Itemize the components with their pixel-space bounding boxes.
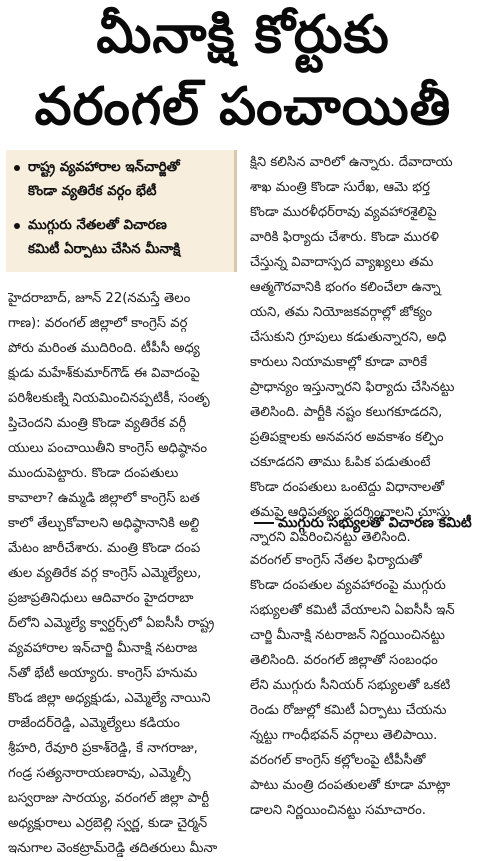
article-line: ద్‌లోని ఎమ్మెల్యే క్వార్టర్స్‌లో ఏఐసీసీ రాష్ట్ర bbox=[8, 616, 215, 631]
article-line: శాఖ మంత్రి కొండా సురేఖ, ఆమె భర్త bbox=[250, 180, 430, 195]
article-line: పాటు మంత్రి దంపతులతో కూడా మాట్లా bbox=[250, 778, 451, 793]
highlight-item bbox=[14, 156, 230, 204]
article-line: కొండ జిల్లా అధ్యక్షుడు, ఎమ్మెల్యే నాయిని bbox=[8, 691, 211, 706]
article-line: ప్రజాప్రతినిధులు ఆదివారం హైదరాబా bbox=[8, 591, 194, 606]
article-line: ప్రాధాన్యం ఇస్తున్నారని ఫిర్యాదు చేసినట్టు bbox=[250, 380, 455, 395]
article-line: తెలిసింది. పార్టీకి నష్టం కలుగకూడదని, bbox=[250, 405, 443, 420]
subhead-text: ముగ్గురు సభ్యులతో విచారణ కమిటీ bbox=[278, 515, 472, 531]
headline-line-2: వరంగల్ పంచాయితీ bbox=[34, 77, 452, 137]
article-line: కొండా మురళీధర్‌రావు వ్యవహారశైలిపై bbox=[250, 205, 437, 220]
highlight-item bbox=[14, 214, 230, 262]
article-line: చకూడదని తాము ఓపిక పడుతుంటే bbox=[250, 455, 431, 470]
article-line: లేని ముగ్గురు సీనియర్ సభ్యులతో ఒకటి bbox=[250, 678, 451, 693]
article-line: కాలో తేల్చుకోవాలని అధిష్ఠానానికి అల్టి bbox=[8, 516, 200, 531]
article-line: చేస్తున్న వివాదాస్పద వ్యాఖ్యలు తమ bbox=[250, 255, 434, 270]
article-line: పోరు మరింత ముదిరింది. టీపీసీ అధ్య bbox=[8, 341, 200, 356]
article-column-left bbox=[8, 286, 240, 861]
headline-line-1: మీనాక్షి కోర్టుకు bbox=[96, 5, 390, 65]
article-subheading bbox=[254, 515, 480, 534]
article-column-right-top bbox=[250, 150, 480, 550]
article-line: కొండా దంపతులు ఒంటెద్దు విధానాలతో bbox=[250, 480, 445, 495]
article-line: వరంగల్ కాంగ్రెస్ నేతల ఫిర్యాదుతో bbox=[250, 553, 422, 568]
article-line: చార్జి మీనాక్షి నటరాజన్ నిర్ణయించినట్టు bbox=[250, 628, 445, 643]
article-line: మేటం జారీచేశారు. మంత్రి కొండా దంప bbox=[8, 541, 201, 556]
article-line: చేసుకుని గ్రూపులు కడుతున్నారని, అధి bbox=[250, 330, 447, 345]
article-line: క్షిని కలిసిన వారిలో ఉన్నారు. దేవాదాయ bbox=[250, 155, 453, 170]
article-line: తుల వ్యతిరేక వర్గ కాంగ్రెస్ ఎమ్మెల్యేలు, bbox=[8, 566, 202, 581]
article-line: గండ్ర సత్యనారాయణరావు, ఎమ్మెల్సీ bbox=[8, 766, 191, 781]
article-line: అధ్యక్షురాలు ఎర్రబెల్లి స్వర్ణ, కుడా చైర్మన్ bbox=[8, 816, 208, 831]
article-line: న్నారని వివరించినట్టు తెలిసింది. bbox=[250, 530, 411, 545]
article-line: బస్వరాజు సారయ్య, వరంగల్ జిల్లా పార్టీ bbox=[8, 791, 210, 806]
article-line: క్షుడు మహేశ్‌కుమార్‌గౌడ్ ఈ వివాదంపై bbox=[8, 366, 200, 381]
article-line: ఆత్మగౌరవానికి భంగం కలించేలా ఉన్నా bbox=[250, 280, 441, 295]
article-line: కొండా దంపతుల వ్యవహారంపై ముగ్గురు bbox=[250, 578, 446, 593]
article-column-right-bottom bbox=[250, 548, 480, 823]
article-line: తెలిసింది. వరంగల్ జిల్లాతో సంబంధం bbox=[250, 653, 438, 668]
article-line: వరంగల్ కాంగ్రెస్ కల్లోలంపై టీపీసీతో bbox=[250, 753, 426, 768]
article-line: ఇనుగాల వెంకట్రామ్‌రెడ్డి తదితరులు మీనా bbox=[8, 841, 218, 856]
article-line: ప్తిచెందని మంత్రి కొండా వ్యతిరేక వర్గీ bbox=[8, 416, 187, 431]
article-line: యని, తమ నియోజకవర్గాల్లో జోక్యం bbox=[250, 305, 433, 320]
highlight-text: కమిటీ ఏర్పాటు చేసిన మీనాక్షి bbox=[28, 242, 181, 257]
article-line: వారికి ఫిర్యాదు చేశారు. కొండా మురళి bbox=[250, 230, 439, 245]
article-line: ముందుపెట్టారు. కొండా దంపతులు bbox=[8, 466, 179, 481]
bullet-icon bbox=[14, 223, 20, 229]
article-line: న్నట్టు గాంధీభవన్ వర్గాలు తెలిపాయి. bbox=[250, 728, 438, 743]
highlights-box bbox=[6, 150, 237, 272]
article-line: సభ్యులతో కమిటీ వేయాలని ఏఐసీసీ ఇన్ bbox=[250, 603, 455, 618]
highlight-text: ముగ్గురు నేతలతో విచారణ bbox=[28, 218, 167, 233]
article-line: ప్రతిపక్షాలకు అనవసర అవకాశం కల్పిం bbox=[250, 430, 444, 445]
article-line: న్‌తో భేటీ అయ్యారు. కాంగ్రెస్ హనుమ bbox=[8, 666, 198, 681]
highlight-text: కొండా వ్యతిరేక వర్గం భేటీ bbox=[28, 184, 157, 199]
article-line: హైదరాబాద్, జూన్ 22(నమస్తే తెలం bbox=[8, 291, 191, 306]
article-line: కావాలా? ఉమ్మడి జిల్లాలో కాంగ్రెస్ బత bbox=[8, 491, 200, 506]
article-line: యులు పంచాయితీని కాంగ్రెస్ అధిష్ఠానం bbox=[8, 441, 208, 456]
article-line: గాణ): వరంగల్ జిల్లాలో కాంగ్రెస్ వర్గ bbox=[8, 316, 188, 331]
article-line: రాజేందర్‌రెడ్డి, ఎమ్మెల్యేలు కడియం bbox=[8, 716, 180, 731]
subhead-rule bbox=[254, 522, 274, 524]
article-line: పరిశీలకుణ్ని నియమించినప్పటికీ, సంతృ bbox=[8, 391, 210, 406]
article-line: డాలని నిర్ణయించినట్టు సమాచారం. bbox=[250, 803, 426, 818]
highlight-text: రాష్ట్ర వ్యవహారాల ఇన్‌చార్జితో bbox=[28, 160, 180, 175]
article-line: వ్యవహారాల ఇన్‌చార్జి మీనాక్షి నటరాజ bbox=[8, 641, 198, 656]
article-line: శ్రీహరి, రేవూరి ప్రకాశ్‌రెడ్డి, కే నాగరాజు, bbox=[8, 741, 198, 756]
article-line: తమపై ఆధిపత్యం ప్రదర్శించాలని చూస్తు bbox=[250, 505, 451, 520]
article-line: కారులు నియామకాల్లో కూడా వారికే bbox=[250, 355, 427, 370]
article-line: రెండు రోజుల్లో కమిటీ ఏర్పాటు చేయను bbox=[250, 703, 447, 718]
bullet-icon bbox=[14, 165, 20, 171]
